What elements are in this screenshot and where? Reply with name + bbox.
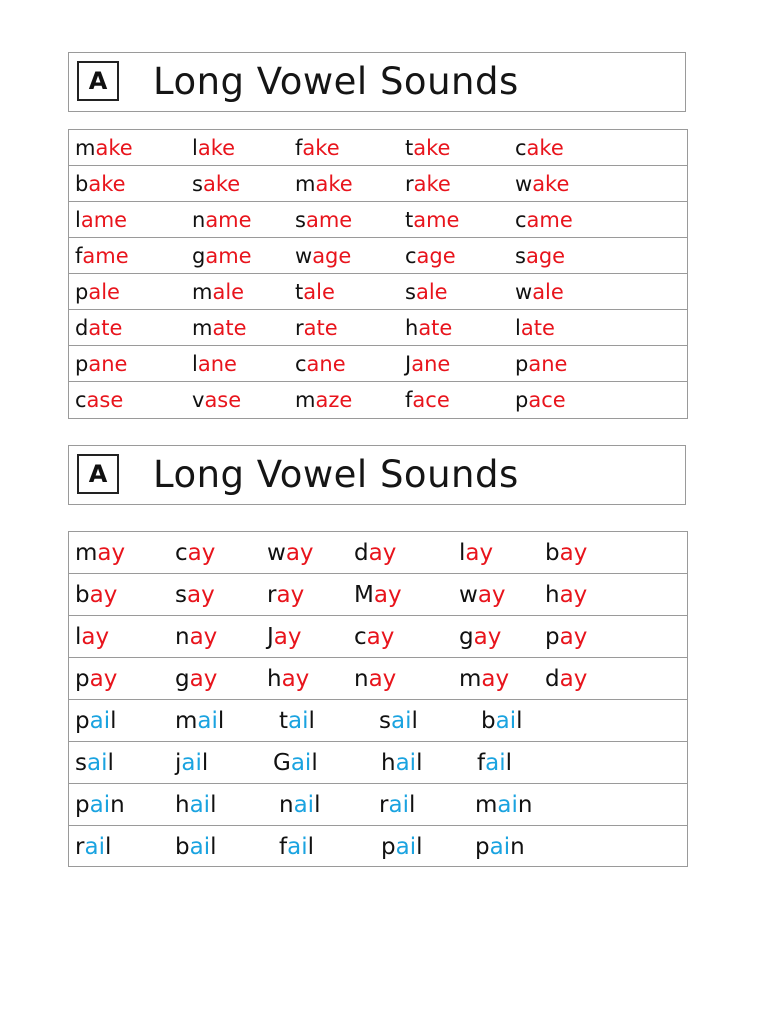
word-letters: m xyxy=(175,708,198,734)
word-letters: p xyxy=(75,792,90,818)
vowel-highlight: ai xyxy=(395,750,417,776)
vowel-highlight: ay xyxy=(187,540,216,566)
word-letters: p xyxy=(75,666,90,692)
vowel-highlight: ai xyxy=(288,708,309,734)
vocab-word xyxy=(515,274,564,310)
vocab-word xyxy=(267,574,304,616)
table-row xyxy=(69,742,687,784)
vowel-highlight: ake xyxy=(88,172,126,196)
vocab-word xyxy=(295,274,335,310)
word-letters: w xyxy=(515,280,533,304)
word-letters: d xyxy=(545,666,560,692)
vocab-word xyxy=(515,310,555,346)
vowel-highlight: age xyxy=(312,244,352,268)
vowel-highlight: ale xyxy=(88,280,120,304)
vocab-word xyxy=(545,532,587,574)
vocab-word xyxy=(192,274,244,310)
word-letters: p xyxy=(75,352,89,376)
vowel-highlight: ay xyxy=(281,666,310,692)
vocab-word xyxy=(405,202,459,238)
vocab-word xyxy=(477,742,512,784)
vocab-word xyxy=(515,382,566,418)
word-letters: l xyxy=(75,208,81,232)
word-letters: n xyxy=(510,834,525,860)
vocab-word xyxy=(75,826,111,868)
vowel-highlight: ai xyxy=(390,708,412,734)
vowel-highlight: ame xyxy=(305,208,353,232)
word-letters: G xyxy=(273,750,291,776)
word-letters: p xyxy=(75,708,90,734)
vocab-word xyxy=(459,574,506,616)
vocab-word xyxy=(75,274,120,310)
vocab-word xyxy=(279,784,320,826)
vowel-highlight: ate xyxy=(303,316,338,340)
word-letters: f xyxy=(295,136,303,160)
table-row xyxy=(69,658,687,700)
vowel-highlight: ai xyxy=(189,834,211,860)
word-letters: l xyxy=(210,834,217,860)
word-letters: m xyxy=(295,172,316,196)
vocab-word xyxy=(75,346,127,382)
vocab-word xyxy=(279,826,314,868)
vocab-word xyxy=(405,310,452,346)
vowel-highlight: ake xyxy=(413,136,451,160)
word-letters: p xyxy=(381,834,396,860)
vowel-highlight: ame xyxy=(82,244,129,268)
word-letters: l xyxy=(308,708,315,734)
vocab-word xyxy=(295,166,353,202)
word-letters: l xyxy=(201,750,209,776)
vocab-word xyxy=(295,130,340,166)
word-letters: s xyxy=(379,708,391,734)
word-letters: l xyxy=(408,792,416,818)
vocab-word xyxy=(175,742,208,784)
word-letters: n xyxy=(175,624,190,650)
vocab-word xyxy=(175,700,224,742)
word-letters: l xyxy=(459,540,466,566)
vowel-highlight: ake xyxy=(197,136,236,160)
vowel-highlight: ake xyxy=(315,172,353,196)
word-letters: j xyxy=(175,750,182,776)
word-letters: n xyxy=(517,792,533,818)
vocab-word xyxy=(459,532,493,574)
vowel-highlight: ane xyxy=(411,352,451,376)
vocab-word xyxy=(459,616,501,658)
vowel-highlight: ay xyxy=(189,624,218,650)
vocab-word xyxy=(192,310,247,346)
word-letters: n xyxy=(279,792,294,818)
word-letters: r xyxy=(379,792,389,818)
vocab-word xyxy=(405,274,448,310)
word-letters: s xyxy=(75,750,87,776)
vocab-word xyxy=(515,238,565,274)
vocab-word xyxy=(273,742,318,784)
word-letters: g xyxy=(175,666,190,692)
vocab-word xyxy=(475,826,525,868)
vowel-highlight: ay xyxy=(273,624,302,650)
vowel-highlight: ay xyxy=(368,666,397,692)
vocab-word xyxy=(175,826,216,868)
vowel-highlight: ay xyxy=(465,540,494,566)
vowel-highlight: ale xyxy=(532,280,564,304)
vowel-highlight: ay xyxy=(559,624,588,650)
table-row xyxy=(69,574,687,616)
vocab-word xyxy=(481,700,522,742)
vocab-word xyxy=(175,574,215,616)
word-letters: b xyxy=(75,172,89,196)
vowel-highlight: ai xyxy=(495,708,517,734)
vocab-word xyxy=(545,616,587,658)
word-letters: n xyxy=(354,666,369,692)
vocab-word xyxy=(381,742,422,784)
vocab-word xyxy=(267,658,309,700)
vocab-word xyxy=(75,658,117,700)
vowel-highlight: ate xyxy=(418,316,453,340)
vocab-word xyxy=(75,700,116,742)
word-letters: m xyxy=(295,388,316,412)
word-letters: m xyxy=(192,316,213,340)
table-row xyxy=(69,382,687,418)
vocab-word xyxy=(459,658,509,700)
word-letters: l xyxy=(416,750,423,776)
word-letters: h xyxy=(267,666,282,692)
section-1-badge: A xyxy=(77,61,119,101)
vocab-word xyxy=(175,658,217,700)
word-letters: l xyxy=(192,136,198,160)
word-letters: h xyxy=(175,792,190,818)
word-letters: l xyxy=(411,708,418,734)
vowel-highlight: ate xyxy=(212,316,247,340)
section-2-title: Long Vowel Sounds xyxy=(153,453,519,496)
vowel-highlight: ame xyxy=(205,208,252,232)
vowel-highlight: ace xyxy=(528,388,566,412)
word-letters: M xyxy=(354,582,374,608)
word-letters: n xyxy=(192,208,206,232)
vocab-word xyxy=(175,616,217,658)
vowel-highlight: ay xyxy=(559,666,588,692)
word-letters: m xyxy=(192,280,213,304)
word-letters: t xyxy=(279,708,289,734)
vowel-highlight: ake xyxy=(526,136,564,160)
vocab-word xyxy=(192,346,237,382)
vowel-highlight: ake xyxy=(95,136,133,160)
vocab-word xyxy=(405,346,450,382)
table-row xyxy=(69,274,687,310)
vowel-highlight: ame xyxy=(526,208,573,232)
word-letters: s xyxy=(192,172,203,196)
vowel-highlight: ay xyxy=(186,582,215,608)
vowel-highlight: ay xyxy=(89,666,118,692)
word-letters: l xyxy=(75,624,82,650)
word-letters: b xyxy=(481,708,496,734)
word-letters: l xyxy=(104,834,112,860)
vowel-highlight: ai xyxy=(388,792,409,818)
vowel-highlight: ane xyxy=(88,352,128,376)
word-letters: h xyxy=(381,750,396,776)
vowel-highlight: age xyxy=(525,244,566,268)
vowel-highlight: ai xyxy=(86,750,108,776)
word-letters: p xyxy=(475,834,490,860)
vowel-highlight: ay xyxy=(373,582,402,608)
vowel-highlight: ai xyxy=(290,750,312,776)
section-1-header xyxy=(68,52,686,112)
vowel-highlight: ai xyxy=(395,834,417,860)
vowel-highlight: ame xyxy=(80,208,128,232)
word-letters: f xyxy=(477,750,486,776)
vowel-highlight: ay xyxy=(189,666,218,692)
vowel-highlight: aze xyxy=(315,388,353,412)
vocab-word xyxy=(75,382,123,418)
vowel-highlight: ay xyxy=(97,540,126,566)
vocab-word xyxy=(175,532,215,574)
vocab-word xyxy=(75,310,122,346)
word-letters: s xyxy=(175,582,187,608)
vowel-highlight: ai xyxy=(84,834,105,860)
word-letters: b xyxy=(175,834,190,860)
vowel-highlight: ay xyxy=(285,540,314,566)
vowel-highlight: ase xyxy=(86,388,124,412)
word-letters: l xyxy=(107,750,114,776)
vowel-highlight: ai xyxy=(293,792,315,818)
vocab-word xyxy=(379,700,418,742)
vocab-word xyxy=(545,574,587,616)
vowel-highlight: ay xyxy=(276,582,305,608)
vowel-highlight: ay xyxy=(559,582,588,608)
table-row xyxy=(69,784,687,826)
vowel-highlight: ake xyxy=(413,172,451,196)
section-2-word-grid xyxy=(68,531,688,867)
word-letters: d xyxy=(75,316,89,340)
vowel-highlight: ane xyxy=(306,352,346,376)
vowel-highlight: ace xyxy=(412,388,450,412)
table-row xyxy=(69,700,687,742)
word-letters: l xyxy=(505,750,512,776)
table-row xyxy=(69,310,687,346)
table-row xyxy=(69,826,687,868)
vowel-highlight: ale xyxy=(303,280,335,304)
vocab-word xyxy=(475,784,532,826)
vowel-highlight: ay xyxy=(477,582,506,608)
vowel-highlight: ay xyxy=(481,666,510,692)
vocab-word xyxy=(279,700,315,742)
vocab-word xyxy=(515,346,567,382)
vocab-word xyxy=(405,130,450,166)
word-letters: m xyxy=(475,792,498,818)
word-letters: m xyxy=(75,540,98,566)
vowel-highlight: ay xyxy=(559,540,588,566)
table-row xyxy=(69,532,687,574)
vocab-word xyxy=(267,616,302,658)
word-letters: t xyxy=(295,280,304,304)
word-letters: w xyxy=(295,244,313,268)
vocab-word xyxy=(545,658,587,700)
vowel-highlight: ay xyxy=(89,582,118,608)
vocab-word xyxy=(354,532,396,574)
vowel-highlight: ai xyxy=(485,750,506,776)
vowel-highlight: ay xyxy=(366,624,395,650)
vocab-word xyxy=(354,574,402,616)
word-letters: m xyxy=(75,136,96,160)
vocab-word xyxy=(515,166,569,202)
word-letters: p xyxy=(545,624,560,650)
word-letters: h xyxy=(405,316,419,340)
word-letters: l xyxy=(311,750,318,776)
word-letters: f xyxy=(405,388,413,412)
word-letters: l xyxy=(314,792,321,818)
word-letters: J xyxy=(405,352,412,376)
word-letters: b xyxy=(545,540,560,566)
vocab-word xyxy=(267,532,314,574)
word-letters: r xyxy=(295,316,304,340)
word-letters: c xyxy=(295,352,307,376)
vowel-highlight: ake xyxy=(532,172,570,196)
table-row xyxy=(69,238,687,274)
vocab-word xyxy=(192,382,241,418)
word-letters: r xyxy=(267,582,277,608)
vocab-word xyxy=(192,202,252,238)
table-row xyxy=(69,202,687,238)
vocab-word xyxy=(192,130,235,166)
word-letters: l xyxy=(192,352,198,376)
word-letters: m xyxy=(459,666,482,692)
word-letters: h xyxy=(545,582,560,608)
vocab-word xyxy=(175,784,216,826)
word-letters: c xyxy=(175,540,188,566)
word-letters: w xyxy=(515,172,533,196)
word-letters: c xyxy=(515,136,527,160)
vocab-word xyxy=(75,532,125,574)
word-letters: l xyxy=(515,316,521,340)
word-letters: f xyxy=(75,244,83,268)
vowel-highlight: ase xyxy=(204,388,242,412)
word-letters: p xyxy=(515,388,529,412)
vowel-highlight: ay xyxy=(368,540,397,566)
word-letters: c xyxy=(515,208,527,232)
vowel-highlight: ate xyxy=(520,316,555,340)
vocab-word xyxy=(295,346,346,382)
word-letters: g xyxy=(192,244,206,268)
word-letters: l xyxy=(210,792,217,818)
vocab-word xyxy=(192,166,240,202)
vowel-highlight: ane xyxy=(528,352,568,376)
vowel-highlight: ai xyxy=(189,792,211,818)
word-letters: n xyxy=(110,792,125,818)
word-letters: s xyxy=(515,244,526,268)
word-letters: l xyxy=(307,834,314,860)
vocab-word xyxy=(405,238,456,274)
vocab-word xyxy=(75,130,133,166)
word-letters: t xyxy=(405,136,414,160)
vocab-word xyxy=(405,382,450,418)
word-letters: c xyxy=(405,244,417,268)
vocab-word xyxy=(405,166,451,202)
vocab-word xyxy=(295,310,338,346)
vocab-word xyxy=(75,616,109,658)
vocab-word xyxy=(515,202,573,238)
vowel-highlight: ale xyxy=(415,280,448,304)
vowel-highlight: ate xyxy=(88,316,123,340)
vowel-highlight: ane xyxy=(197,352,237,376)
vowel-highlight: ake xyxy=(202,172,241,196)
vocab-word xyxy=(515,130,564,166)
word-letters: r xyxy=(75,834,85,860)
vowel-highlight: ame xyxy=(205,244,252,268)
word-letters: g xyxy=(459,624,474,650)
vowel-highlight: ay xyxy=(81,624,110,650)
vocab-word xyxy=(295,382,352,418)
word-letters: r xyxy=(405,172,414,196)
vocab-word xyxy=(75,742,114,784)
word-letters: p xyxy=(515,352,529,376)
word-letters: b xyxy=(75,582,90,608)
word-letters: l xyxy=(217,708,225,734)
vocab-word xyxy=(192,238,252,274)
vocab-word xyxy=(75,784,125,826)
word-letters: c xyxy=(75,388,87,412)
vocab-word xyxy=(354,616,394,658)
vocab-word xyxy=(295,202,352,238)
vocab-word xyxy=(75,202,127,238)
word-letters: l xyxy=(516,708,523,734)
vocab-word xyxy=(75,166,126,202)
table-row xyxy=(69,346,687,382)
vowel-highlight: ai xyxy=(497,792,518,818)
vowel-highlight: ale xyxy=(212,280,245,304)
word-letters: c xyxy=(354,624,367,650)
vowel-highlight: ai xyxy=(181,750,202,776)
section-1-title: Long Vowel Sounds xyxy=(153,60,519,103)
section-2-header xyxy=(68,445,686,505)
word-letters: t xyxy=(405,208,414,232)
vocab-word xyxy=(381,826,422,868)
vocab-word xyxy=(75,238,129,274)
vowel-highlight: age xyxy=(416,244,456,268)
table-row xyxy=(69,616,687,658)
word-letters: p xyxy=(75,280,89,304)
word-letters: l xyxy=(416,834,423,860)
vocab-word xyxy=(379,784,415,826)
word-letters: d xyxy=(354,540,369,566)
vowel-highlight: ai xyxy=(197,708,218,734)
vowel-highlight: ay xyxy=(473,624,502,650)
vowel-highlight: ake xyxy=(302,136,340,160)
vowel-highlight: ai xyxy=(89,708,111,734)
section-2-badge: A xyxy=(77,454,119,494)
vocab-word xyxy=(354,658,396,700)
table-row xyxy=(69,130,687,166)
word-letters: s xyxy=(295,208,306,232)
section-1-word-grid xyxy=(68,129,688,419)
word-letters: w xyxy=(267,540,286,566)
word-letters: f xyxy=(279,834,288,860)
vocab-word xyxy=(295,238,351,274)
vowel-highlight: ame xyxy=(413,208,460,232)
vowel-highlight: ai xyxy=(89,792,111,818)
vowel-highlight: ai xyxy=(287,834,308,860)
vowel-highlight: ai xyxy=(489,834,511,860)
word-letters: s xyxy=(405,280,416,304)
word-letters: l xyxy=(110,708,117,734)
word-letters: J xyxy=(267,624,274,650)
table-row xyxy=(69,166,687,202)
word-letters: v xyxy=(192,388,205,412)
vocab-word xyxy=(75,574,117,616)
word-letters: w xyxy=(459,582,478,608)
